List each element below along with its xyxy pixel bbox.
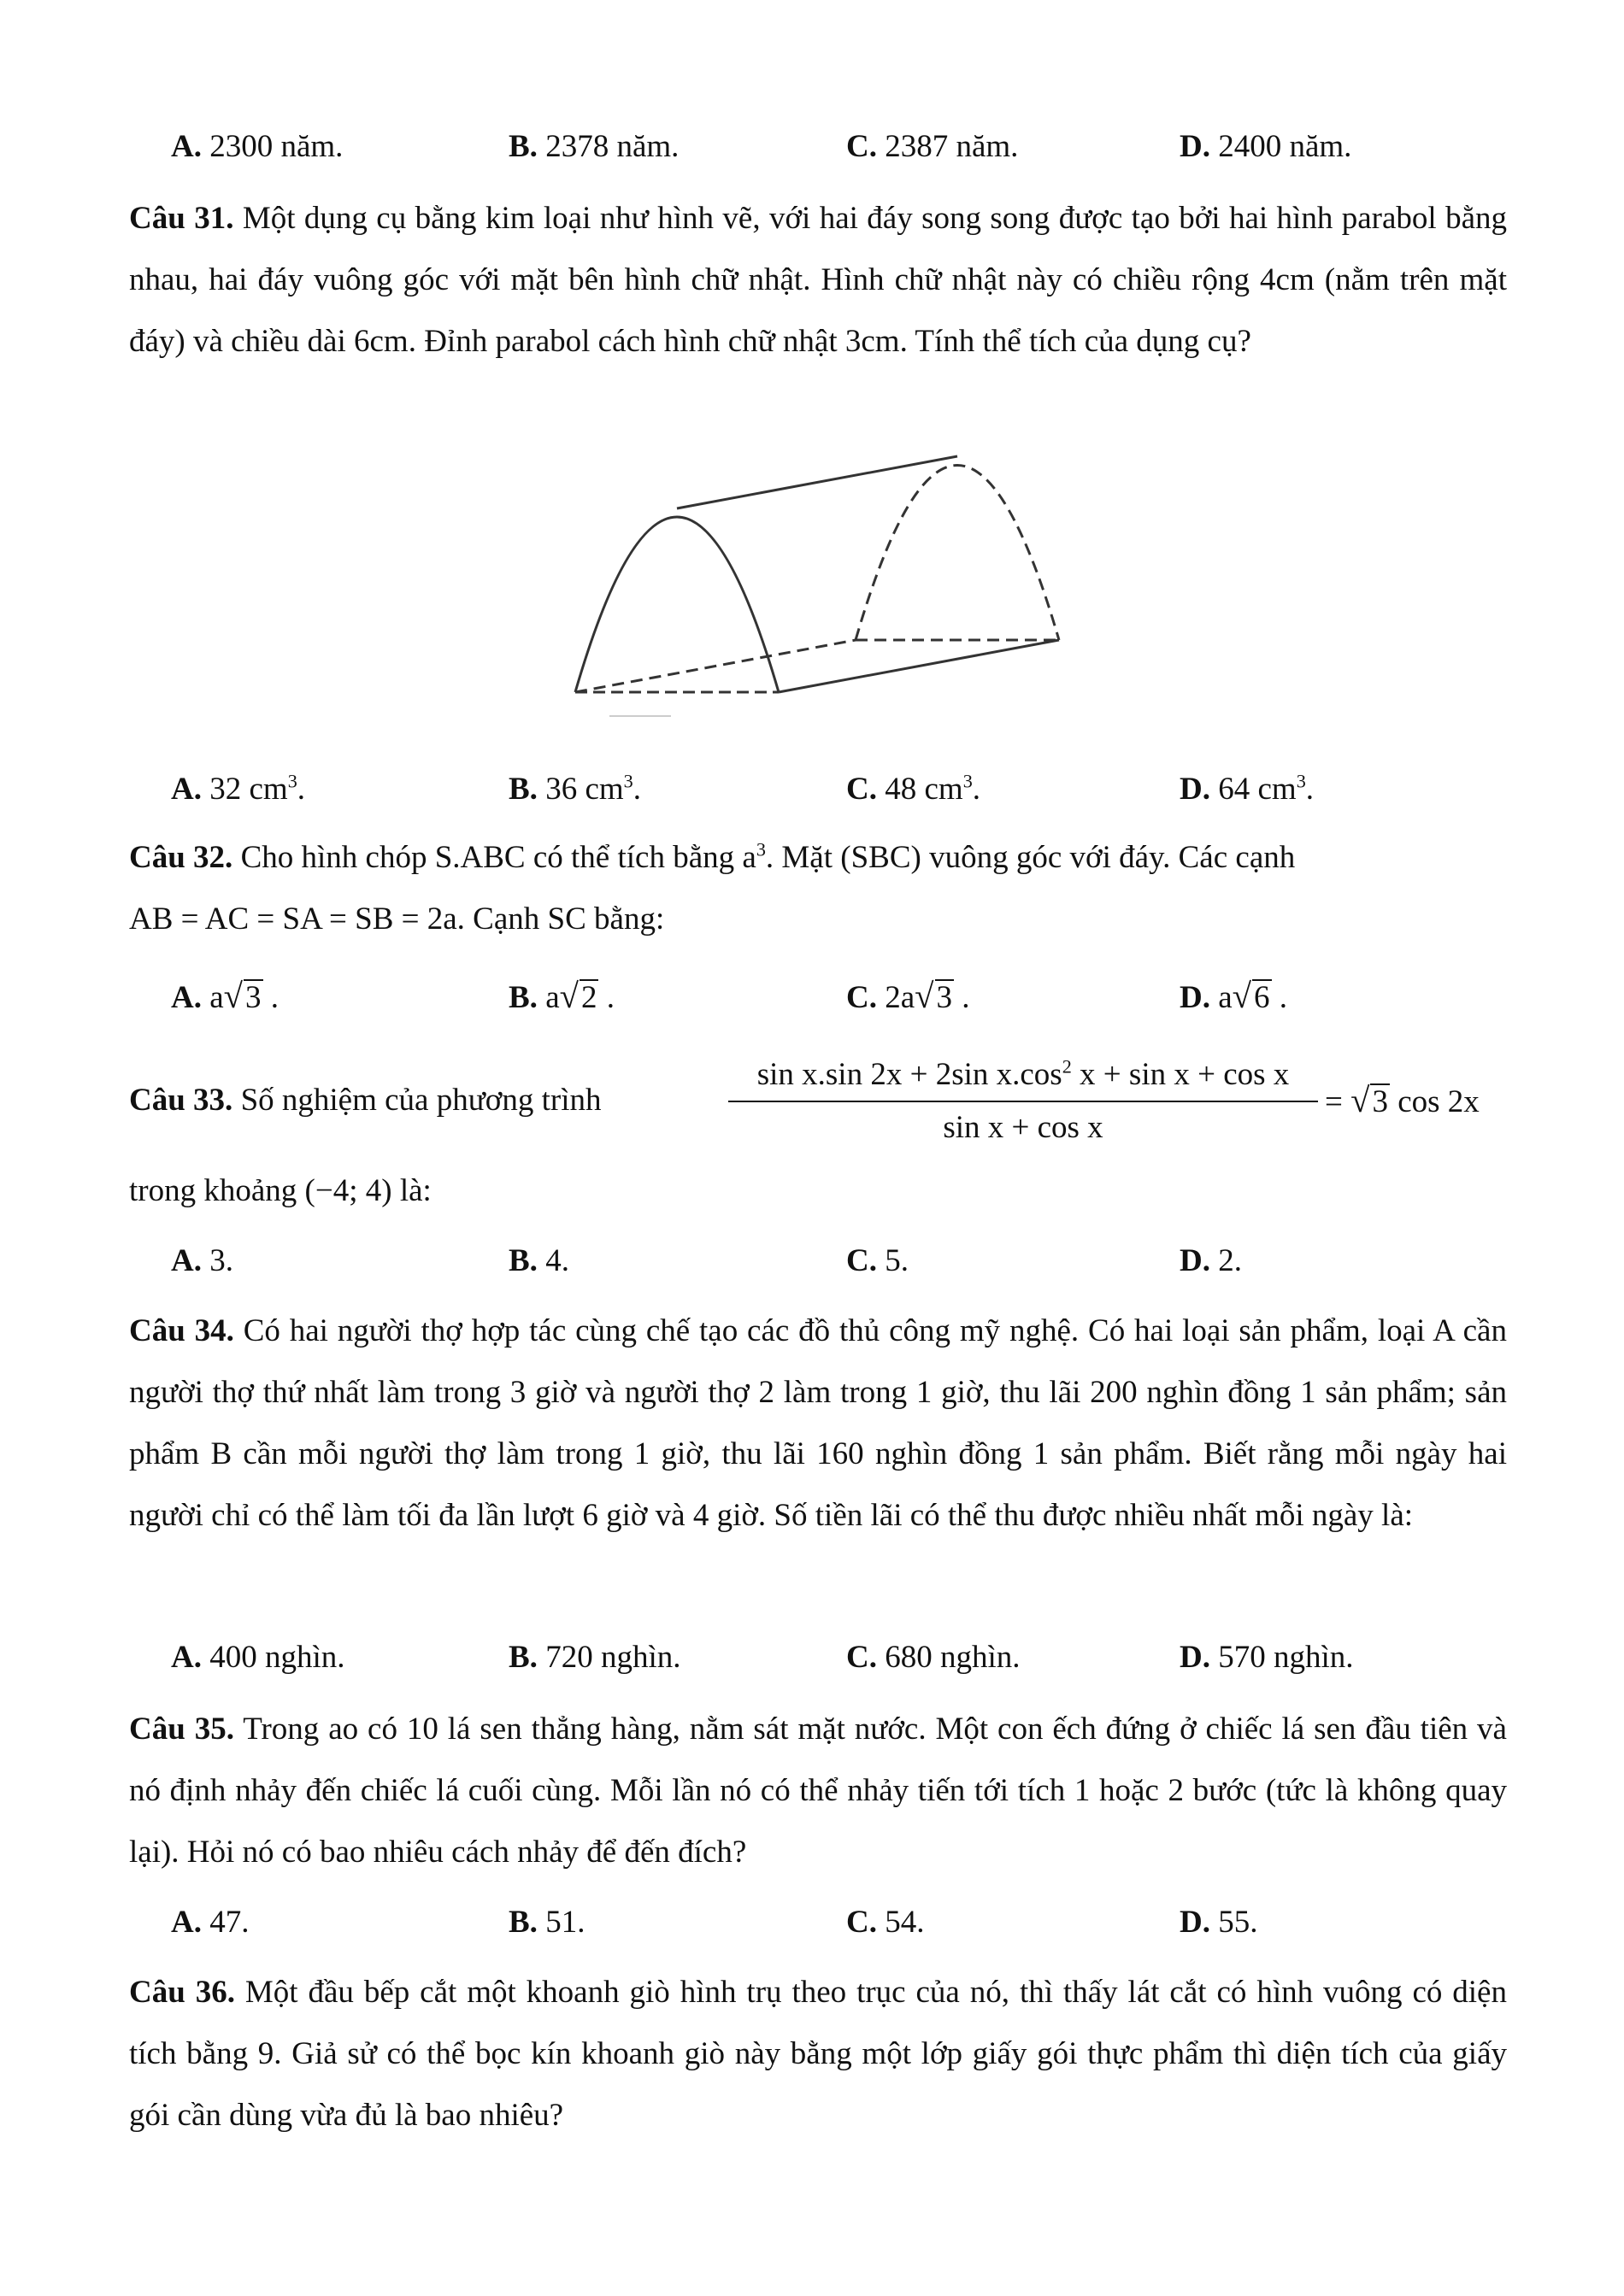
question-label: Câu 32. bbox=[129, 840, 233, 875]
option-a: A. 47. bbox=[171, 1905, 250, 1940]
option-d: D. 570 nghìn. bbox=[1180, 1640, 1354, 1675]
question-31-options bbox=[171, 759, 1504, 820]
option-a: A. 400 nghìn. bbox=[171, 1640, 345, 1675]
question-31 bbox=[129, 188, 1507, 373]
question-33-continued: trong khoảng (−4; 4) là: bbox=[129, 1173, 432, 1208]
question-text: Trong ao có 10 lá sen thẳng hàng, nằm sát mặt nước. Một con ếch đứng ở chiếc lá sen đầu tiên và nó định nhảy đến chiếc lá cuối cùng. Mỗi lần nó có thể nhảy tiến tới tích 1 hoặc 2 bước (tức là không quay lại). Hỏi nó có bao nhiêu cách nhảy để đến đích? bbox=[129, 1712, 1507, 1870]
option-d: D. a√6 . bbox=[1180, 977, 1288, 1015]
option-b: B. 720 nghìn. bbox=[509, 1640, 681, 1675]
option-b: B. 51. bbox=[509, 1905, 585, 1940]
question-label: Câu 33. bbox=[129, 1083, 233, 1118]
option-b: B. 2378 năm. bbox=[509, 129, 680, 164]
option-a: A. 32 $cm^3$. bbox=[171, 770, 306, 807]
equation-rhs: = √3 cos 2x bbox=[1325, 1081, 1480, 1119]
back-parabola bbox=[856, 466, 1059, 641]
question-33: Câu 33. Số nghiệm của phương trình bbox=[129, 1083, 602, 1118]
question-text: Một dụng cụ bằng kim loại như hình vẽ, với hai đáy song song được tạo bởi hai hình parabol bằng nhau, hai đáy vuông góc với mặt bên hình chữ nhật. Hình chữ nhật này có chiều rộng 4cm (nằm trên mặt đáy) và chiều dài 6cm. Đỉnh parabol cách hình chữ nhật 3cm. Tính thể tích của dụng cụ? bbox=[129, 201, 1507, 359]
question-35 bbox=[129, 1699, 1507, 1883]
option-c: C. 2387 năm. bbox=[846, 129, 1019, 164]
option-a: A. 3. bbox=[171, 1243, 233, 1278]
question-34 bbox=[129, 1301, 1507, 1547]
equation: AB = AC = SA = SB = 2a bbox=[129, 901, 457, 937]
option-c: C. 54. bbox=[846, 1905, 925, 1940]
option-a: A. a√3 . bbox=[171, 977, 279, 1015]
question-34-options bbox=[171, 1627, 1504, 1688]
option-b: B. a√2 . bbox=[509, 977, 615, 1015]
question-label: Câu 35. bbox=[129, 1712, 234, 1747]
hidden-edge bbox=[575, 640, 856, 692]
numerator: sin x.sin 2x + 2sin $x.\cos^2$ x + sin x + cos x bbox=[756, 1055, 1290, 1092]
question-36 bbox=[129, 1962, 1507, 2146]
question-label: Câu 36. bbox=[129, 1975, 235, 2010]
option-c: C. 5. bbox=[846, 1243, 909, 1278]
option-d: D. 55. bbox=[1180, 1905, 1258, 1940]
question-32-options bbox=[171, 966, 1504, 1027]
option-d: D. 2400 năm. bbox=[1180, 129, 1352, 164]
question-32: Câu 32. Cho hình chóp S.ABC có thể tích bằng $a^3$. Mặt (SBC) vuông góc với đáy. Các cạnh AB = AC = SA = SB = 2a. Cạnh SC bằng: bbox=[129, 838, 1296, 937]
question-text: Có hai người thợ hợp tác cùng chế tạo các đồ thủ công mỹ nghệ. Có hai loại sản phẩm, loại A cần người thợ thứ nhất làm trong 3 giờ và người thợ 2 làm trong 1 giờ, thu lãi 200 nghìn đồng 1 sản phẩm; sản phẩm B cần mỗi người thợ làm trong 1 giờ, thu lãi 160 nghìn đồng 1 sản phẩm. Biết rằng mỗi ngày hai người chỉ có thể làm tối đa lần lượt 6 giờ và 4 giờ. Số tiền lãi có thể thu được nhiều nhất mỗi ngày là: bbox=[129, 1313, 1507, 1533]
equation-fraction bbox=[728, 1049, 1318, 1154]
option-c: C. 48 $cm^3$. bbox=[846, 770, 981, 807]
option-b: B. 36 $cm^3$. bbox=[509, 770, 641, 807]
denominator: sin x + cos x bbox=[943, 1110, 1103, 1145]
option-a: A. 2300 năm. bbox=[171, 129, 344, 164]
question-label: Câu 34. bbox=[129, 1313, 234, 1348]
option-c: C. 680 nghìn. bbox=[846, 1640, 1021, 1675]
option-d: D. 64 $cm^3$. bbox=[1180, 770, 1315, 807]
question-35-options bbox=[171, 1892, 1504, 1953]
question-label: Câu 31. bbox=[129, 201, 234, 236]
question-33-options bbox=[171, 1230, 1504, 1292]
prev-question-options bbox=[171, 116, 1504, 178]
question-text: Một đầu bếp cắt một khoanh giò hình trụ theo trục của nó, thì thấy lát cắt có hình vuông có diện tích bằng 9. Giả sử có thể bọc kín khoanh giò này bằng một lớp giấy gói thực phẩm thì diện tích của giấy gói cần dùng vừa đủ là bao nhiêu? bbox=[129, 1975, 1507, 2133]
option-b: B. 4. bbox=[509, 1243, 569, 1278]
option-d: D. 2. bbox=[1180, 1243, 1242, 1278]
option-c: C. 2a√3 . bbox=[846, 977, 970, 1015]
front-parabola bbox=[575, 517, 779, 692]
parabolic-prism-figure bbox=[568, 444, 1090, 726]
top-edge bbox=[677, 456, 957, 508]
front-right-edge bbox=[779, 640, 1059, 692]
